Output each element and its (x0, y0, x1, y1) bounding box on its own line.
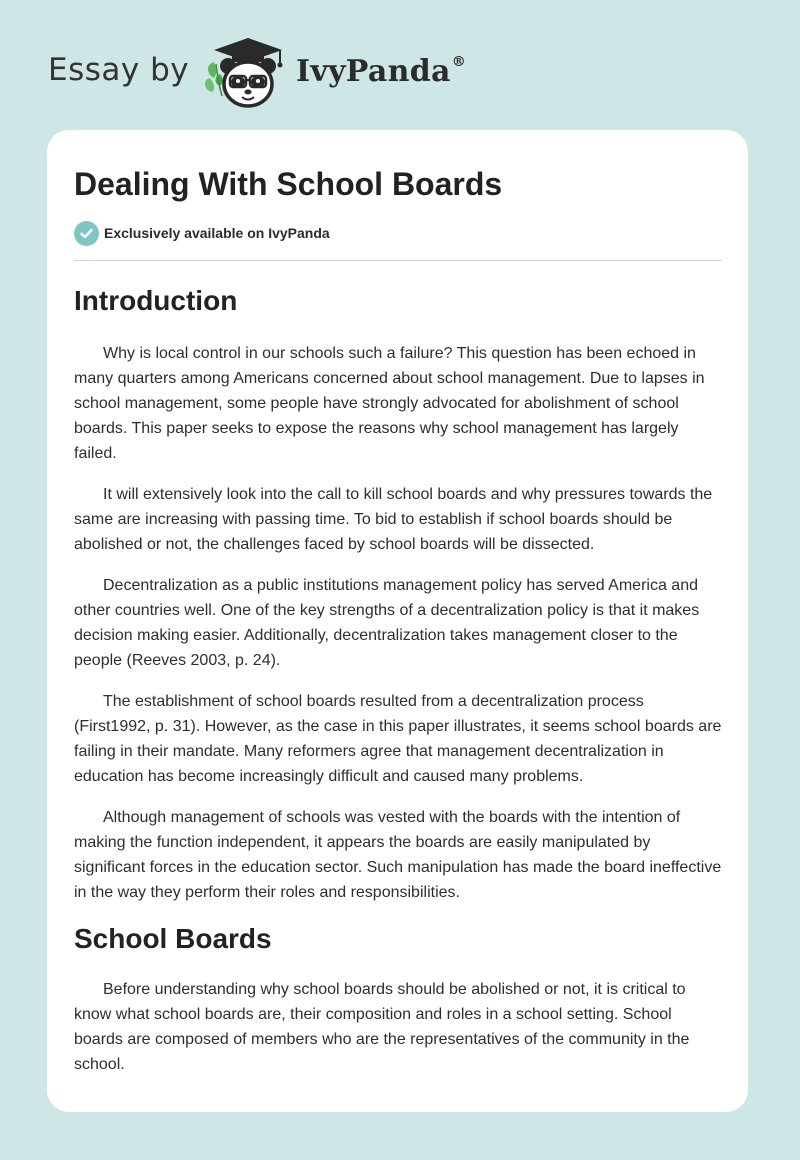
panda-graduate-icon[interactable] (202, 34, 294, 110)
paragraph: The establishment of school boards resulted from a decentralization process (First1992, p. 31). However, as the case in this paper illustrates, it seems school boards are failing in their mandate. Many reformers agree that management decentralization in education has become increasingly difficult and caused many problems. (74, 693, 722, 785)
article-card (47, 130, 748, 1112)
page-title: Dealing With School Boards (74, 166, 503, 202)
paragraph: Although management of schools was vested with the boards with the intention of making the function independent, it appears the boards are easily manipulated by significant forces in the education sector. Such manipulation has made the board ineffective in the way they perform their roles and responsibilities. (74, 809, 722, 901)
paragraph: It will extensively look into the call to kill school boards and why pressures towards the same are increasing with passing time. To bid to establish if school boards should be abolished or not, the challenges faced by school boards will be dissected. (74, 486, 713, 553)
exclusive-badge (74, 220, 722, 246)
check-circle-icon (74, 221, 99, 246)
exclusive-label: Exclusively available on IvyPanda (104, 225, 330, 241)
paragraph: Why is local control in our schools such a failure? This question has been echoed in many quarters among Americans concerned about school management. Due to lapses in school management, some people have strongly advocated for abolishment of school boards. This paper seeks to expose the reasons why school management has largely failed. (74, 345, 705, 462)
divider (74, 260, 722, 261)
paragraph: Before understanding why school boards should be abolished or not, it is critical to know what school boards are, their composition and roles in a school setting. School boards are composed of members who are the representatives of the community in the school. (74, 981, 690, 1073)
registered-mark: ® (451, 54, 467, 70)
essay-by-label: Essay by (48, 52, 190, 88)
brand-name[interactable]: IvyPanda® (296, 54, 467, 89)
site-header (48, 34, 752, 110)
paragraph: Decentralization as a public institutions management policy has served America and other countries well. One of the key strengths of a decentralization policy is that it makes decision making easier. Additionally, decentralization takes management closer to the people (Reeves 2003, p. 24). (74, 577, 700, 669)
section-heading-school-boards: School Boards (74, 923, 272, 954)
section-heading-introduction: Introduction (74, 285, 238, 316)
